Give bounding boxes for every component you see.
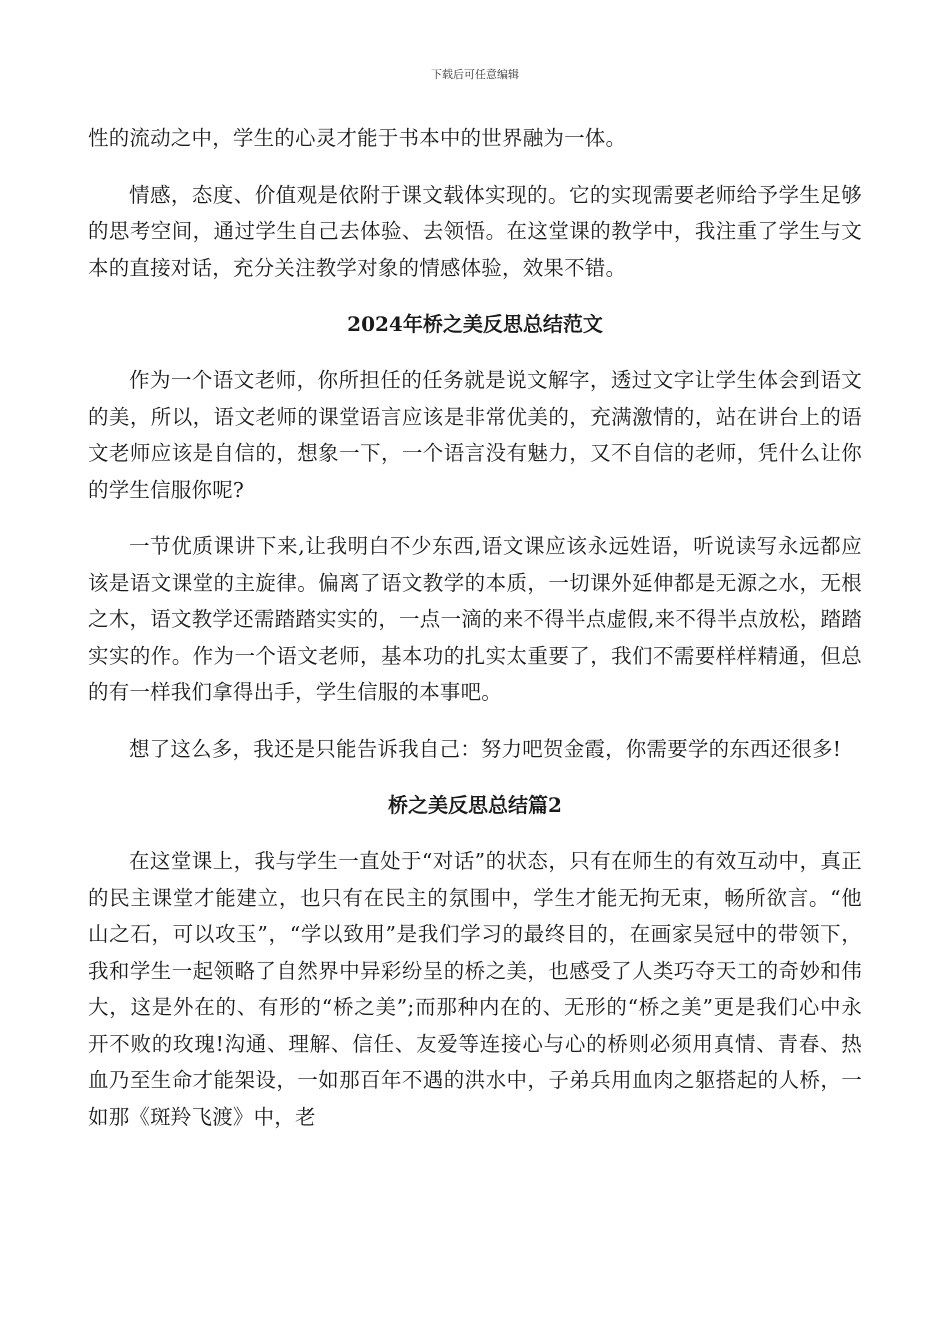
paragraph: 性的流动之中，学生的心灵才能于书本中的世界融为一体。 [88, 126, 627, 150]
paragraph: 在这堂课上，我与学生一直处于“对话”的状态，只有在师生的有效互动中，真正的民主课堂才能建立，也只有在民主的氛围中，学生才能无拘无束，畅所欲言。“他山之石，可以攻玉”，“学以致用”是我们学习的最终目的，在画家吴冠中的带领下，我和学生一起领略了自然界中异彩纷呈的桥之美，也感受了人类巧夺天工的奇妙和伟大，这是外在的、有形的“桥之美”;而那种内在的、无形的“桥之美”更是我们心中永开不败的玫瑰!沟通、理解、信任、友爱等连接心与心的桥则必须用真情、青春、热血乃至生命才能架设，一如那百年不遇的洪水中，子弟兵用血肉之躯搭起的人桥，一如那《斑羚飞渡》中，老 [88, 849, 862, 1129]
paragraph: 作为一个语文老师，你所担任的任务就是说文解字，透过文字让学生体会到语文的美，所以，语文老师的课堂语言应该是非常优美的，充满激情的，站在讲台上的语文老师应该是自信的，想象一下，一个语言没有魅力，又不自信的老师，凭什么让你的学生信服你呢? [88, 368, 862, 502]
paragraph: 想了这么多，我还是只能告诉我自己：努力吧贺金霞，你需要学的东西还很多! [129, 736, 842, 761]
paragraph: 情感，态度、价值观是依附于课文载体实现的。它的实现需要老师给予学生足够的思考空间，通过学生自己去体验、去领悟。在这堂课的教学中，我注重了学生与文本的直接对话，充分关注教学对象的情感体验，效果不错。 [88, 182, 862, 280]
paragraph: 一节优质课讲下来,让我明白不少东西,语文课应该永远姓语，听说读写永远都应该是语文课堂的主旋律。偏离了语文教学的本质，一切课外延伸都是无源之水，无根之木，语文教学还需踏踏实实的，一点一滴的来不得半点虚假,来不得半点放松，踏踏实实的作。作为一个语文老师，基本功的扎实太重要了，我们不需要样样精通，但总的有一样我们拿得出手，学生信服的本事吧。 [88, 534, 862, 704]
document-body [88, 120, 862, 1155]
section-heading: 桥之美反思总结篇2 [388, 793, 562, 817]
page-header: 下载后可任意编辑 [431, 68, 519, 81]
section-heading: 2024年桥之美反思总结范文 [347, 312, 603, 336]
